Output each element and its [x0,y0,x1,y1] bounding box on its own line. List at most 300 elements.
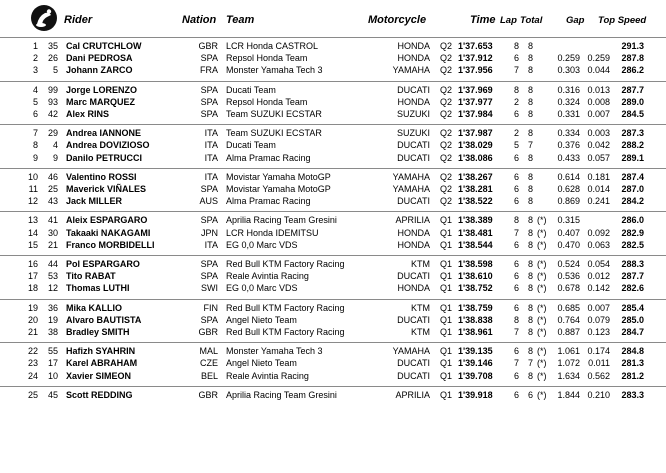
gap-to-previous: 0.054 [587,258,610,269]
session: Q2 [440,196,453,207]
result-group [0,386,666,405]
rider-number: 42 [47,108,58,119]
gap-to-previous: 0.123 [587,326,610,337]
motorcycle: HONDA [397,239,430,250]
session: Q2 [440,152,453,163]
top-speed: 282.9 [621,227,644,238]
top-speed: 282.5 [621,239,644,250]
gap-to-previous: 0.008 [587,96,610,107]
total-laps: 8 [527,108,533,119]
motorcycle: HONDA [397,96,430,107]
nation: SPA [200,84,218,95]
position: 2 [32,53,38,64]
rider-name: Mika KALLIO [66,302,123,313]
top-speed: 282.6 [621,283,644,294]
best-lap: 7 [513,65,519,76]
results-table [0,37,666,405]
gap-to-first: 1.072 [557,358,580,369]
best-lap: 6 [513,196,519,207]
lap-time: 1'38.481 [458,227,493,238]
top-speed: 284.8 [621,346,644,357]
table-row [0,183,666,195]
motorcycle: KTM [411,326,430,337]
rider-number: 9 [52,152,58,163]
rider-number: 41 [47,215,58,226]
top-speed: 287.7 [621,271,644,282]
lap-time: 1'37.956 [458,65,493,76]
gap-to-first: 0.331 [557,108,580,119]
team-name: EG 0,0 Marc VDS [226,283,298,294]
best-lap: 2 [513,96,519,107]
best-lap: 8 [513,215,519,226]
table-row [0,84,666,96]
nation: AUS [199,196,218,207]
total-laps: 8 [527,346,533,357]
table-row [0,52,666,64]
position: 22 [27,346,38,357]
best-lap: 6 [513,152,519,163]
header-team: Team [226,14,255,26]
gap-to-first: 0.678 [557,283,580,294]
result-group [0,299,666,343]
lap-time: 1'38.961 [458,326,493,337]
position: 9 [32,152,38,163]
position: 7 [32,128,38,139]
best-lap: 2 [513,128,519,139]
total-laps: 8 [527,84,533,95]
table-row [0,40,666,52]
motorcycle: YAMAHA [392,171,430,182]
team-name: Alma Pramac Racing [226,152,311,163]
rider-name: Marc MARQUEZ [66,96,136,107]
session: Q2 [440,96,453,107]
top-speed: 287.7 [621,84,644,95]
total-laps: 8 [527,326,533,337]
motorcycle: KTM [411,302,430,313]
position: 12 [27,196,38,207]
rider-name: Dani PEDROSA [66,53,133,64]
position: 3 [32,65,38,76]
table-row [0,389,666,401]
position: 20 [27,314,38,325]
motorcycle: KTM [411,258,430,269]
table-row [0,302,666,314]
gap-to-previous: 0.057 [587,152,610,163]
q1-flag: (*) [537,239,547,250]
gap-to-first: 0.764 [557,314,580,325]
table-row [0,239,666,251]
header-time: Time [470,14,496,26]
position: 5 [32,96,38,107]
position: 15 [27,239,38,250]
team-name: Aprilia Racing Team Gresini [226,389,337,400]
position: 17 [27,271,38,282]
session: Q2 [440,128,453,139]
gap-to-first: 0.433 [557,152,580,163]
gap-to-first: 1.061 [557,346,580,357]
gap-to-first: 1.844 [557,389,580,400]
total-laps: 8 [527,302,533,313]
session: Q1 [440,389,453,400]
q1-flag: (*) [537,283,547,294]
table-row [0,214,666,226]
session: Q1 [440,346,453,357]
lap-time: 1'38.759 [458,302,493,313]
nation: GBR [198,389,218,400]
team-name: Ducati Team [226,140,276,151]
result-group [0,342,666,386]
session: Q2 [440,84,453,95]
total-laps: 8 [527,96,533,107]
table-row [0,171,666,183]
rider-number: 25 [47,183,58,194]
gap-to-first: 1.634 [557,370,580,381]
team-name: Repsol Honda Team [226,53,308,64]
session: Q1 [440,215,453,226]
position: 6 [32,108,38,119]
rider-name: Johann ZARCO [66,65,133,76]
nation: CZE [200,358,218,369]
rider-name: Aleix ESPARGARO [66,215,148,226]
total-laps: 8 [527,65,533,76]
total-laps: 8 [527,258,533,269]
session: Q1 [440,258,453,269]
team-name: Angel Nieto Team [226,314,297,325]
total-laps: 8 [527,171,533,182]
motorcycle: SUZUKI [396,108,430,119]
gap-to-previous: 0.044 [587,65,610,76]
top-speed: 281.2 [621,370,644,381]
lap-time: 1'38.598 [458,258,493,269]
nation: BEL [200,370,218,381]
header-top-speed: Top Speed [598,15,647,26]
lap-time: 1'37.653 [458,41,493,51]
rider-name: Maverick VIÑALES [66,183,147,194]
gap-to-previous: 0.259 [587,53,610,64]
lap-time: 1'37.977 [458,96,493,107]
table-row [0,96,666,108]
lap-time: 1'38.752 [458,283,493,294]
gap-to-first: 0.334 [557,128,580,139]
best-lap: 6 [513,171,519,182]
gap-to-previous: 0.079 [587,314,610,325]
lap-time: 1'38.522 [458,196,493,207]
motorcycle-rider-icon [30,4,58,32]
top-speed: 287.3 [621,128,644,139]
q1-flag: (*) [537,227,547,238]
gap-to-first: 0.259 [557,53,580,64]
position: 4 [32,84,38,95]
motorcycle: DUCATI [397,140,430,151]
q1-flag: (*) [537,358,547,369]
header-lap: Lap [500,15,517,26]
gap-to-previous: 0.042 [587,140,610,151]
gap-to-first: 0.470 [557,239,580,250]
gap-to-first: 0.316 [557,84,580,95]
best-lap: 8 [513,314,519,325]
team-name: Repsol Honda Team [226,96,308,107]
position: 25 [27,389,38,400]
team-name: Movistar Yamaha MotoGP [226,171,331,182]
motorcycle: DUCATI [397,84,430,95]
best-lap: 6 [513,258,519,269]
total-laps: 7 [527,358,533,369]
session: Q1 [440,271,453,282]
gap-to-previous: 0.011 [588,358,610,369]
team-name: EG 0,0 Marc VDS [226,239,298,250]
rider-name: Andrea IANNONE [66,128,142,139]
rider-number: 36 [47,302,58,313]
q1-flag: (*) [537,389,547,400]
header-total: Total [520,15,543,26]
total-laps: 8 [527,314,533,325]
lap-time: 1'38.267 [458,171,493,182]
team-name: Reale Avintia Racing [226,370,309,381]
gap-to-previous: 0.210 [587,389,610,400]
lap-time: 1'37.987 [458,128,493,139]
table-row [0,64,666,76]
motorcycle: HONDA [397,283,430,294]
top-speed: 286.2 [621,65,644,76]
gap-to-first: 0.628 [557,183,580,194]
total-laps: 8 [527,239,533,250]
session: Q1 [440,370,453,381]
gap-to-first: 0.685 [557,302,580,313]
session: Q1 [440,302,453,313]
rider-name: Tito RABAT [66,271,116,282]
best-lap: 6 [513,271,519,282]
rider-number: 21 [47,239,58,250]
top-speed: 287.8 [621,53,644,64]
top-speed: 288.2 [621,140,644,151]
best-lap: 8 [513,41,519,51]
nation: SWI [201,283,218,294]
top-speed: 281.3 [621,358,644,369]
top-speed: 284.7 [621,326,644,337]
session: Q1 [440,314,453,325]
gap-to-first: 0.524 [557,258,580,269]
table-row [0,258,666,270]
total-laps: 8 [527,271,533,282]
rider-number: 35 [47,41,58,51]
team-name: Red Bull KTM Factory Racing [226,326,345,337]
top-speed: 283.3 [621,389,644,400]
position: 16 [27,258,38,269]
rider-name: Karel ABRAHAM [66,358,138,369]
rider-name: Danilo PETRUCCI [66,152,143,163]
session: Q1 [440,283,453,294]
gap-to-first: 0.536 [557,271,580,282]
team-name: Monster Yamaha Tech 3 [226,65,323,76]
position: 18 [27,283,38,294]
rider-number: 99 [47,84,58,95]
rider-number: 30 [47,227,58,238]
rider-number: 29 [47,128,58,139]
nation: ITA [204,128,218,139]
rider-number: 45 [47,389,58,400]
top-speed: 289.1 [621,152,644,163]
team-name: Team SUZUKI ECSTAR [226,128,322,139]
team-name: Red Bull KTM Factory Racing [226,258,345,269]
result-group [0,37,666,81]
header-nation: Nation [182,14,217,26]
nation: SPA [200,271,218,282]
session: Q2 [440,108,453,119]
rider-number: 93 [47,96,58,107]
result-group [0,81,666,125]
rider-name: Takaaki NAKAGAMI [66,227,151,238]
position: 1 [32,41,38,51]
lap-time: 1'38.281 [458,183,493,194]
table-row [0,270,666,282]
rider-number: 46 [47,171,58,182]
gap-to-first: 0.376 [557,140,580,151]
header-gap: Gap [566,15,585,26]
nation: SPA [200,183,218,194]
gap-to-first: 0.887 [557,326,580,337]
total-laps: 8 [527,283,533,294]
best-lap: 7 [513,358,519,369]
team-name: Angel Nieto Team [226,358,297,369]
nation: SPA [200,258,218,269]
best-lap: 6 [513,239,519,250]
total-laps: 6 [527,389,533,400]
nation: ITA [204,171,218,182]
best-lap: 8 [513,84,519,95]
table-row [0,282,666,294]
top-speed: 286.0 [621,215,644,226]
table-row [0,314,666,326]
nation: SPA [200,108,218,119]
rider-name: Thomas LUTHI [66,283,130,294]
gap-to-previous: 0.562 [587,370,610,381]
position: 23 [27,358,38,369]
session: Q1 [440,239,453,250]
total-laps: 8 [527,128,533,139]
position: 14 [27,227,38,238]
motorcycle: SUZUKI [396,128,430,139]
total-laps: 8 [527,196,533,207]
table-row [0,139,666,151]
lap-time: 1'38.544 [458,239,493,250]
motorcycle: DUCATI [397,152,430,163]
lap-time: 1'37.969 [458,84,493,95]
q1-flag: (*) [537,346,547,357]
position: 19 [27,302,38,313]
gap-to-first: 0.324 [557,96,580,107]
result-group [0,168,666,212]
session: Q2 [440,183,453,194]
gap-to-previous: 0.007 [587,302,610,313]
q1-flag: (*) [537,271,547,282]
gap-to-previous: 0.241 [587,196,610,207]
gap-to-previous: 0.007 [587,108,610,119]
top-speed: 285.0 [621,314,644,325]
session: Q1 [440,227,453,238]
rider-number: 38 [47,326,58,337]
gap-to-first: 0.614 [557,171,580,182]
gap-to-previous: 0.014 [587,183,610,194]
table-row [0,127,666,139]
best-lap: 7 [513,326,519,337]
rider-name: Jorge LORENZO [66,84,138,95]
nation: SPA [200,96,218,107]
rider-number: 44 [47,258,58,269]
total-laps: 8 [527,152,533,163]
top-speed: 284.2 [621,196,644,207]
rider-number: 26 [47,53,58,64]
top-speed: 287.0 [621,183,644,194]
rider-number: 17 [47,358,58,369]
gap-to-previous: 0.003 [587,128,610,139]
team-name: Red Bull KTM Factory Racing [226,302,345,313]
session: Q1 [440,358,453,369]
q1-flag: (*) [537,314,547,325]
lap-time: 1'37.984 [458,108,493,119]
total-laps: 7 [527,140,533,151]
top-speed: 287.4 [621,171,644,182]
table-row [0,326,666,338]
team-name: Aprilia Racing Team Gresini [226,215,337,226]
session: Q1 [440,326,453,337]
rider-number: 55 [47,346,58,357]
rider-name: Pol ESPARGARO [66,258,140,269]
motorcycle: APRILIA [395,215,430,226]
rider-name: Bradley SMITH [66,326,130,337]
gap-to-previous: 0.092 [587,227,610,238]
motorcycle: HONDA [397,53,430,64]
total-laps: 8 [527,41,533,51]
rider-name: Jack MILLER [66,196,123,207]
lap-time: 1'37.912 [458,53,493,64]
motorcycle: YAMAHA [392,183,430,194]
rider-name: Cal CRUTCHLOW [66,41,142,51]
motorcycle: HONDA [397,227,430,238]
nation: FIN [203,302,218,313]
motorcycle: APRILIA [395,389,430,400]
total-laps: 8 [527,215,533,226]
total-laps: 8 [527,53,533,64]
lap-time: 1'38.610 [458,271,493,282]
session: Q2 [440,65,453,76]
team-name: LCR Honda IDEMITSU [226,227,319,238]
motorcycle: DUCATI [397,196,430,207]
motorcycle: DUCATI [397,271,430,282]
rider-number: 43 [47,196,58,207]
position: 10 [27,171,38,182]
best-lap: 6 [513,283,519,294]
best-lap: 6 [513,389,519,400]
total-laps: 8 [527,370,533,381]
team-name: Team SUZUKI ECSTAR [226,108,322,119]
team-name: Reale Avintia Racing [226,271,309,282]
position: 11 [28,183,38,194]
lap-time: 1'39.918 [458,389,493,400]
rider-number: 4 [52,140,58,151]
lap-time: 1'39.146 [458,358,493,369]
top-speed: 291.3 [621,41,644,51]
table-row [0,195,666,207]
motorcycle: DUCATI [397,314,430,325]
q1-flag: (*) [537,258,547,269]
top-speed: 289.0 [621,96,644,107]
lap-time: 1'38.838 [458,314,493,325]
nation: GBR [198,41,218,51]
rider-name: Scott REDDING [66,389,133,400]
rider-number: 10 [47,370,58,381]
header-rider: Rider [64,14,93,26]
result-group [0,124,666,168]
